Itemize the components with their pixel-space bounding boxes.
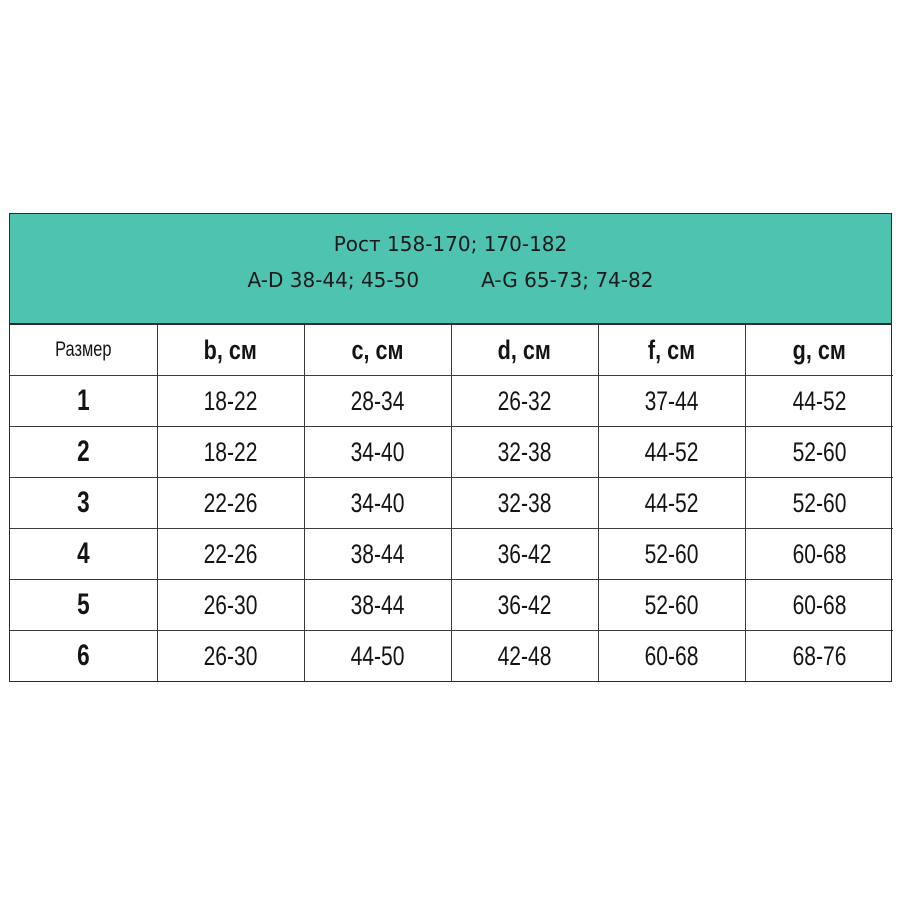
table-row bbox=[10, 529, 893, 580]
table-row bbox=[10, 376, 893, 427]
value-cell: 52-60 bbox=[745, 478, 893, 529]
size-cell: 5 bbox=[10, 580, 157, 631]
size-cell: 4 bbox=[10, 529, 157, 580]
value-cell: 18-22 bbox=[157, 376, 304, 427]
value-cell: 26-32 bbox=[451, 376, 598, 427]
table-row bbox=[10, 427, 893, 478]
size-cell: 2 bbox=[10, 427, 157, 478]
value-cell: 44-52 bbox=[598, 427, 745, 478]
value-cell: 44-52 bbox=[745, 376, 893, 427]
value-cell: 38-44 bbox=[304, 529, 451, 580]
size-column-header: Размер bbox=[26, 325, 141, 376]
size-table bbox=[10, 325, 893, 681]
range-a-g-text: A-G 65-73; 74-82 bbox=[481, 268, 654, 292]
value-cell: 36-42 bbox=[451, 529, 598, 580]
value-cell: 32-38 bbox=[451, 478, 598, 529]
cup-ranges-line bbox=[10, 268, 891, 292]
value-cell: 36-42 bbox=[451, 580, 598, 631]
range-a-d-text: A-D 38-44; 45-50 bbox=[247, 268, 420, 292]
table-header-row bbox=[10, 325, 893, 376]
value-cell: 68-76 bbox=[745, 631, 893, 682]
column-header-c: c, см bbox=[304, 325, 451, 376]
value-cell: 60-68 bbox=[745, 529, 893, 580]
size-chart-banner bbox=[10, 214, 891, 325]
value-cell: 52-60 bbox=[598, 580, 745, 631]
table-row bbox=[10, 631, 893, 682]
value-cell: 60-68 bbox=[598, 631, 745, 682]
value-cell: 34-40 bbox=[304, 427, 451, 478]
height-range-text: Рост 158-170; 170-182 bbox=[333, 232, 568, 256]
value-cell: 60-68 bbox=[745, 580, 893, 631]
column-header-f: f, см bbox=[598, 325, 745, 376]
value-cell: 44-52 bbox=[598, 478, 745, 529]
value-cell: 18-22 bbox=[157, 427, 304, 478]
value-cell: 34-40 bbox=[304, 478, 451, 529]
table-row bbox=[10, 478, 893, 529]
value-cell: 52-60 bbox=[745, 427, 893, 478]
value-cell: 28-34 bbox=[304, 376, 451, 427]
value-cell: 38-44 bbox=[304, 580, 451, 631]
column-header-b: b, см bbox=[157, 325, 304, 376]
column-header-g: g, см bbox=[745, 325, 893, 376]
value-cell: 42-48 bbox=[451, 631, 598, 682]
value-cell: 37-44 bbox=[598, 376, 745, 427]
value-cell: 22-26 bbox=[157, 529, 304, 580]
value-cell: 44-50 bbox=[304, 631, 451, 682]
value-cell: 32-38 bbox=[451, 427, 598, 478]
value-cell: 26-30 bbox=[157, 631, 304, 682]
table-row bbox=[10, 580, 893, 631]
size-cell: 6 bbox=[10, 631, 157, 682]
size-cell: 3 bbox=[10, 478, 157, 529]
size-cell: 1 bbox=[10, 376, 157, 427]
value-cell: 22-26 bbox=[157, 478, 304, 529]
size-chart bbox=[9, 213, 892, 682]
value-cell: 52-60 bbox=[598, 529, 745, 580]
column-header-d: d, см bbox=[451, 325, 598, 376]
value-cell: 26-30 bbox=[157, 580, 304, 631]
